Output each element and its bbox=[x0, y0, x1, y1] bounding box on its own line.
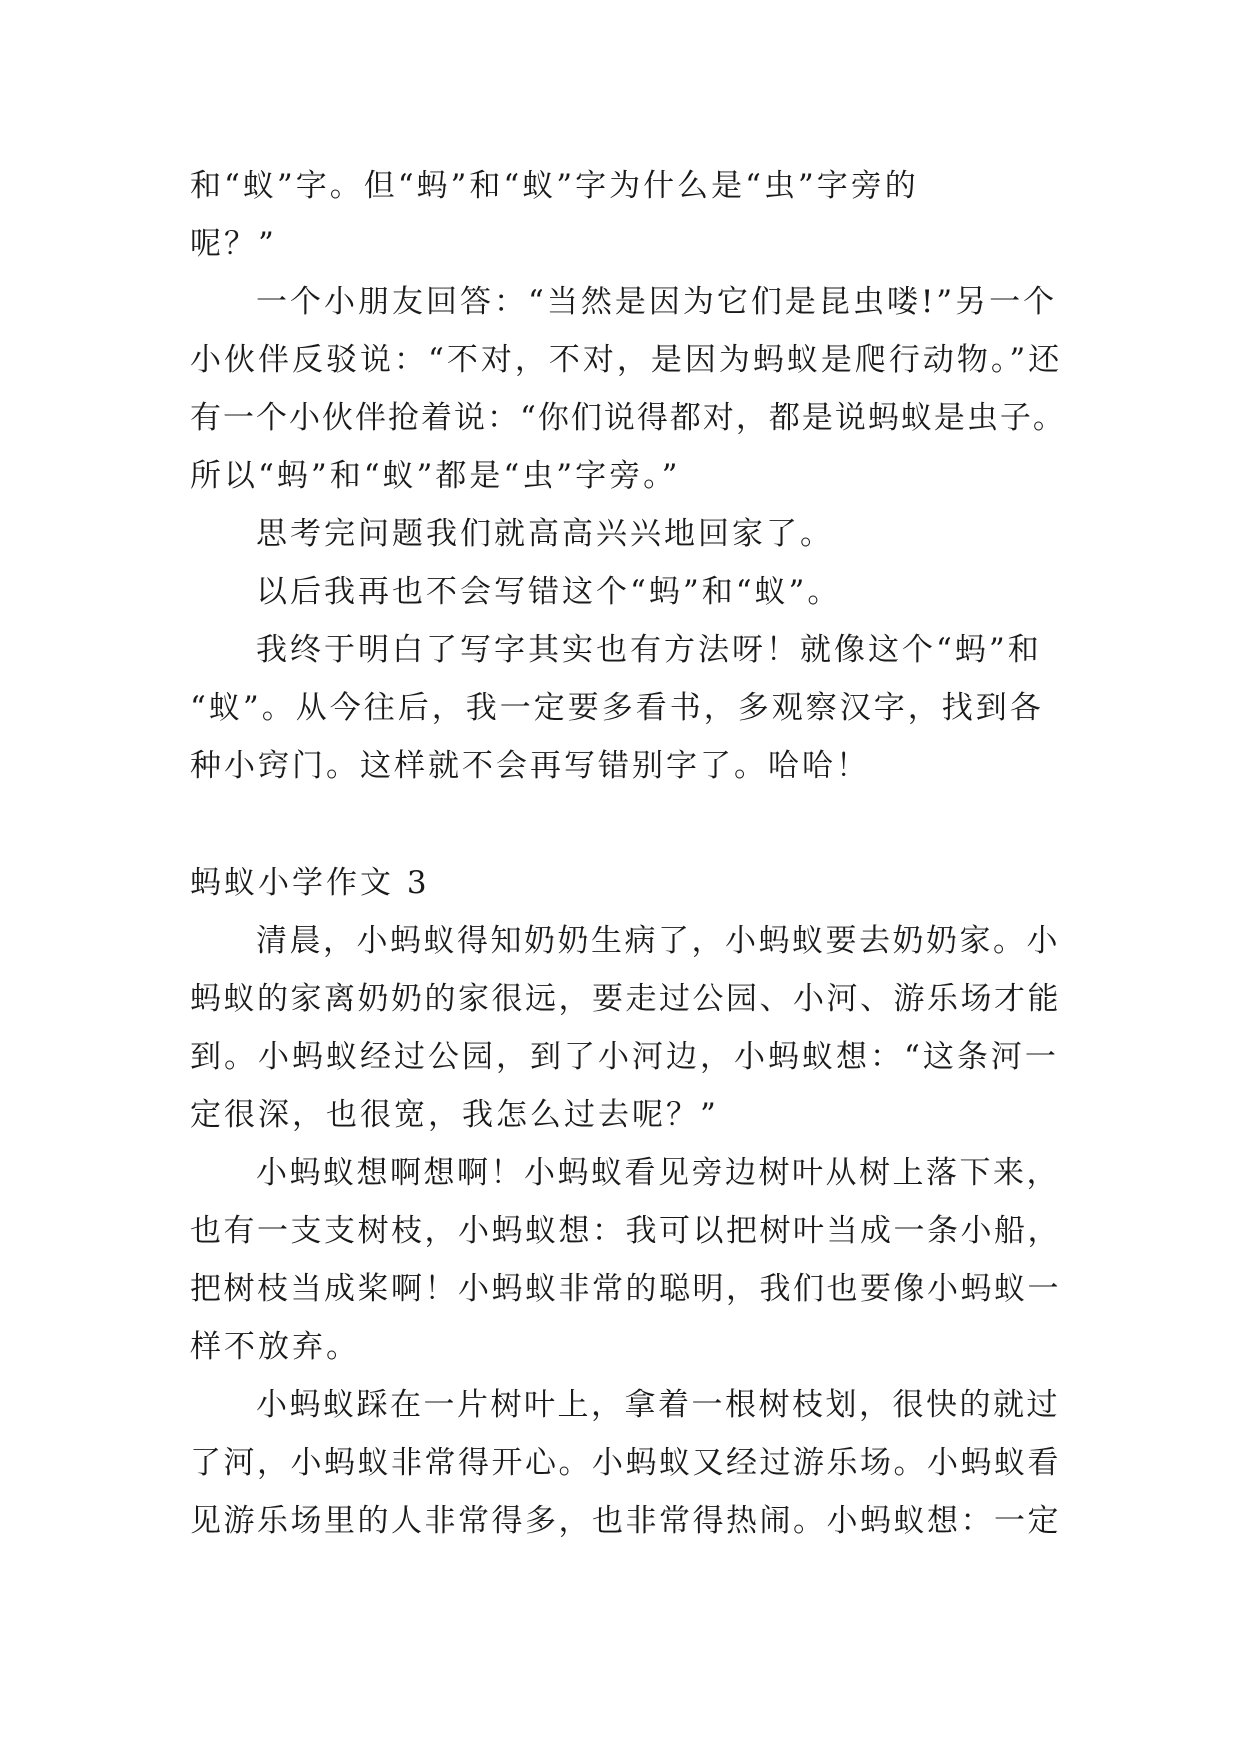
text-line: 了河，小蚂蚁非常得开心。小蚂蚁又经过游乐场。小蚂蚁看 bbox=[190, 1445, 1061, 1481]
paragraph-start: 清晨，小蚂蚁得知奶奶生病了，小蚂蚁要去奶奶家。小 bbox=[256, 923, 1060, 959]
text-line: 和“蚁”字。但“蚂”和“蚁”字为什么是“虫”字旁的 bbox=[190, 168, 919, 204]
paragraph-start: 思考完问题我们就高高兴兴地回家了。 bbox=[256, 516, 834, 552]
text-line: 把树枝当成桨啊！小蚂蚁非常的聪明，我们也要像小蚂蚁一 bbox=[190, 1271, 1061, 1307]
text-line: 所以“蚂”和“蚁”都是“虫”字旁。” bbox=[190, 458, 681, 494]
paragraph-start: 一个小朋友回答：“当然是因为它们是昆虫喽!”另一个 bbox=[256, 284, 1058, 320]
paragraph-start: 以后我再也不会写错这个“蚂”和“蚁”。 bbox=[256, 574, 842, 610]
text-line: 小伙伴反驳说：“不对，不对，是因为蚂蚁是爬行动物。”还 bbox=[190, 342, 1063, 378]
paragraph-start: 我终于明白了写字其实也有方法呀！就像这个“蚂”和 bbox=[256, 632, 1042, 668]
text-line: 有一个小伙伴抢着说：“你们说得都对，都是说蚂蚁是虫子。 bbox=[190, 400, 1066, 436]
section-heading: 蚂蚁小学作文 3 bbox=[190, 865, 430, 901]
text-line: 见游乐场里的人非常得多，也非常得热闹。小蚂蚁想：一定 bbox=[190, 1503, 1061, 1539]
text-line: 到。小蚂蚁经过公园，到了小河边，小蚂蚁想：“这条河一 bbox=[190, 1039, 1059, 1075]
text-line: 呢？” bbox=[190, 226, 277, 262]
paragraph-start: 小蚂蚁想啊想啊！小蚂蚁看见旁边树叶从树上落下来， bbox=[256, 1155, 1060, 1191]
text-line: 种小窍门。这样就不会再写错别字了。哈哈！ bbox=[190, 748, 870, 784]
text-line: “蚁”。从今往后，我一定要多看书，多观察汉字，找到各 bbox=[190, 690, 1044, 726]
text-line: 定很深，也很宽，我怎么过去呢？” bbox=[190, 1097, 719, 1133]
text-line: 蚂蚁的家离奶奶的家很远，要走过公园、小河、游乐场才能 bbox=[190, 981, 1061, 1017]
paragraph-start: 小蚂蚁踩在一片树叶上，拿着一根树枝划，很快的就过 bbox=[256, 1387, 1060, 1423]
text-line: 样不放弃。 bbox=[190, 1329, 360, 1365]
text-line: 也有一支支树枝，小蚂蚁想：我可以把树叶当成一条小船， bbox=[190, 1213, 1061, 1249]
